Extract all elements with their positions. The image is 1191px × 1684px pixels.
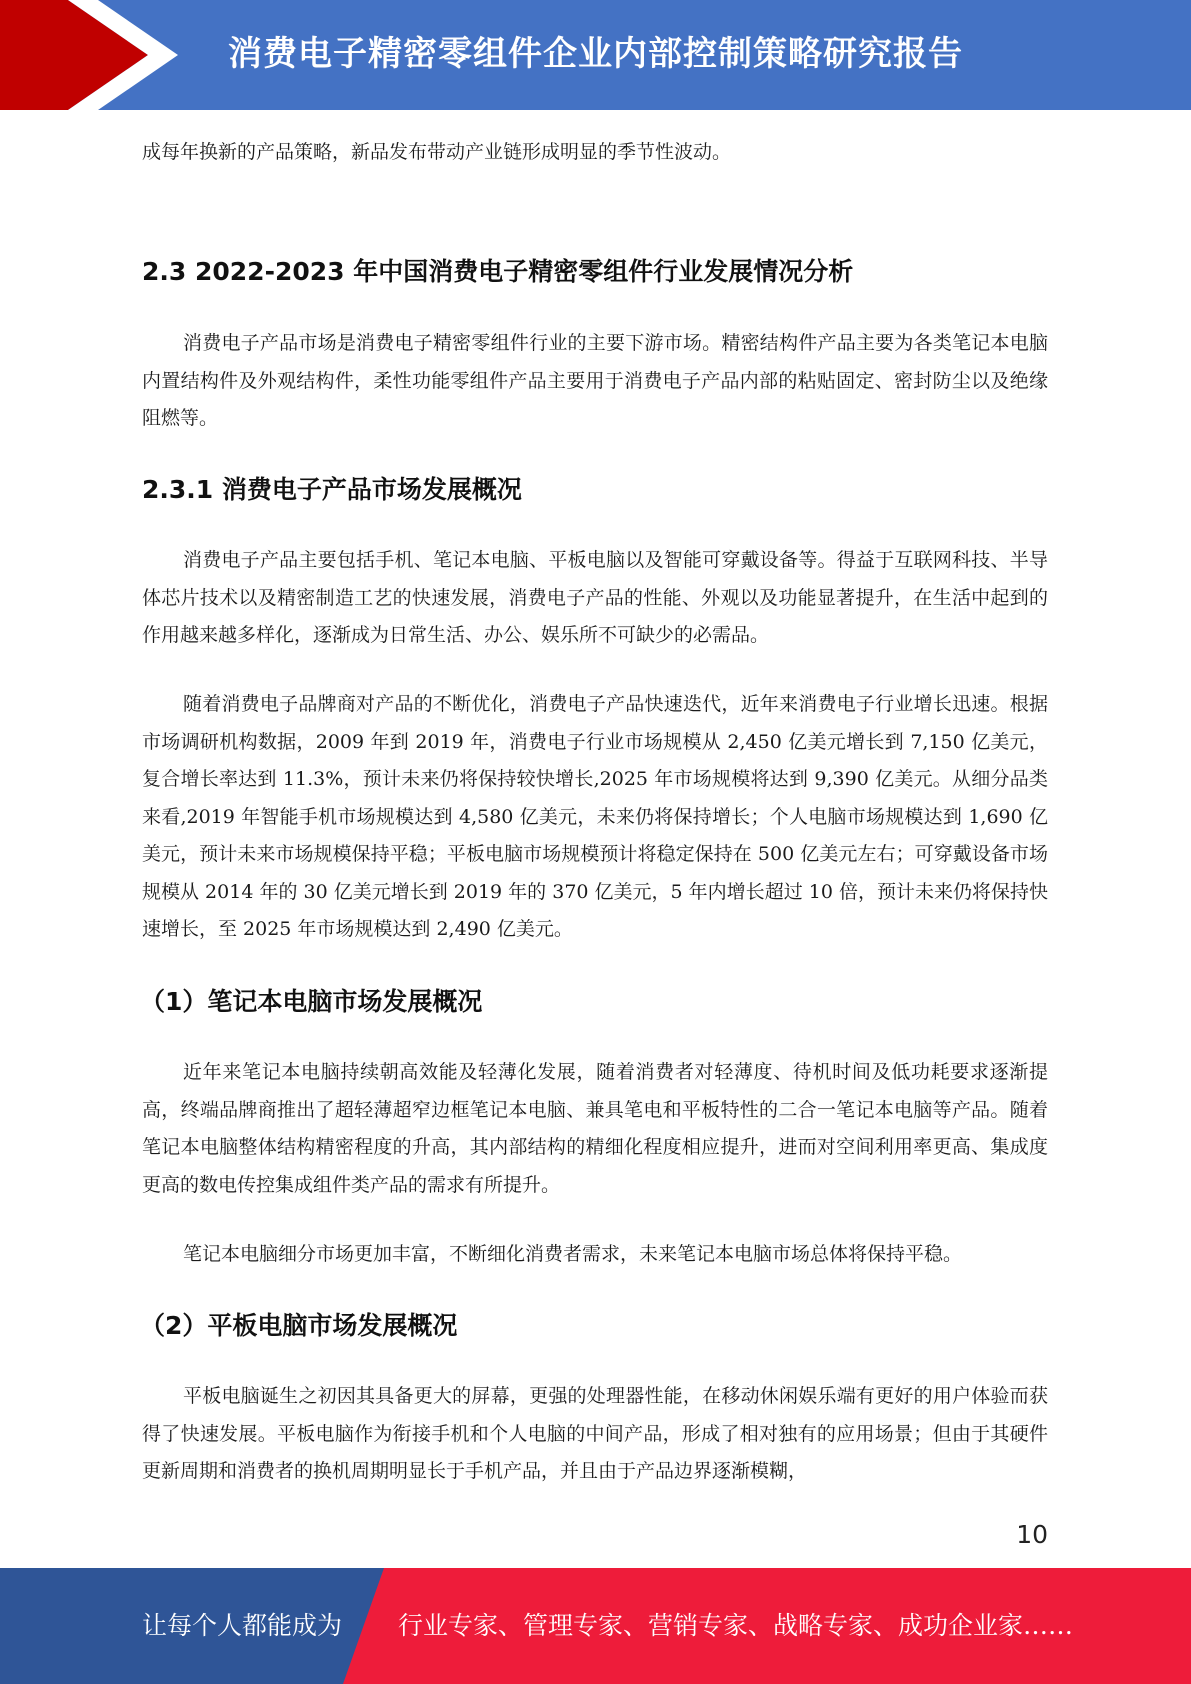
footer-slogan-right: 行业专家、管理专家、营销专家、战略专家、成功企业家…… <box>398 1611 1074 1640</box>
tablet-paragraph-1: 平板电脑诞生之初因其具备更大的屏幕，更强的处理器性能，在移动休闲娱乐端有更好的用户体验而获得了快速发展。平板电脑作为衔接手机和个人电脑的中间产品，形成了相对独有的应用场景；但由于其硬件更新周期和消费者的换机周期明显长于手机产品，并且由于产品边界逐渐模糊， <box>142 1385 1048 1482</box>
page-number: 10 <box>1016 1520 1048 1549</box>
section-heading-2-3: 2.3 2022-2023 年中国消费电子精密零组件行业发展情况分析 <box>142 257 854 286</box>
page-footer <box>0 1568 1191 1684</box>
laptop-paragraph-1: 近年来笔记本电脑持续朝高效能及轻薄化发展，随着消费者对轻薄度、待机时间及低功耗要求逐渐提高，终端品牌商推出了超轻薄超窄边框笔记本电脑、兼具笔电和平板特性的二合一笔记本电脑等产品。随着笔记本电脑整体结构精密程度的升高，其内部结构的精细化程度相应提升，进而对空间利用率更高、集成度更高的数电传控集成组件类产品的需求有所提升。 <box>142 1061 1048 1196</box>
footer-slogan-left: 让每个人都能成为 <box>142 1611 343 1640</box>
continued-paragraph: 成每年换新的产品策略，新品发布带动产业链形成明显的季节性波动。 <box>142 141 732 163</box>
section-2-3-1-paragraph-2: 随着消费电子品牌商对产品的不断优化，消费电子产品快速迭代，近年来消费电子行业增长迅速。根据市场调研机构数据，2009 年到 2019 年，消费电子行业市场规模从 2,450 亿美元增长到 7,150 亿美元，复合增长率达到 11.3%，预计未来仍将保持较快增长,2025 年市场规模将达到 9,390 亿美元。从细分品类来看,2019 年智能手机市场规模达到 4,580 亿美元，未来仍将保持增长；个人电脑市场规模达到 1,690 亿美元，预计未来市场规模保持平稳；平板电脑市场规模预计将稳定保持在 500 亿美元左右；可穿戴设备市场规模从 2014 年的 30 亿美元增长到 2019 年的 370 亿美元，5 年内增长超过 10 倍，预计未来仍将保持快速增长，至 2025 年市场规模达到 2,490 亿美元。 <box>142 693 1048 940</box>
subsection-heading-laptop: （1）笔记本电脑市场发展概况 <box>140 987 483 1016</box>
section-heading-2-3-1: 2.3.1 消费电子产品市场发展概况 <box>142 475 522 504</box>
section-2-3-1-paragraph-1: 消费电子产品主要包括手机、笔记本电脑、平板电脑以及智能可穿戴设备等。得益于互联网科技、半导体芯片技术以及精密制造工艺的快速发展，消费电子产品的性能、外观以及功能显著提升，在生活中起到的作用越来越多样化，逐渐成为日常生活、办公、娱乐所不可缺少的必需品。 <box>142 549 1048 646</box>
page-header <box>0 0 1191 110</box>
report-title: 消费电子精密零组件企业内部控制策略研究报告 <box>228 34 963 74</box>
section-2-3-paragraph: 消费电子产品市场是消费电子精密零组件行业的主要下游市场。精密结构件产品主要为各类笔记本电脑内置结构件及外观结构件，柔性功能零组件产品主要用于消费电子产品内部的粘贴固定、密封防尘以及绝缘阻燃等。 <box>142 332 1048 429</box>
subsection-heading-tablet: （2）平板电脑市场发展概况 <box>140 1311 458 1340</box>
laptop-paragraph-2: 笔记本电脑细分市场更加丰富，不断细化消费者需求，未来笔记本电脑市场总体将保持平稳。 <box>183 1243 963 1265</box>
